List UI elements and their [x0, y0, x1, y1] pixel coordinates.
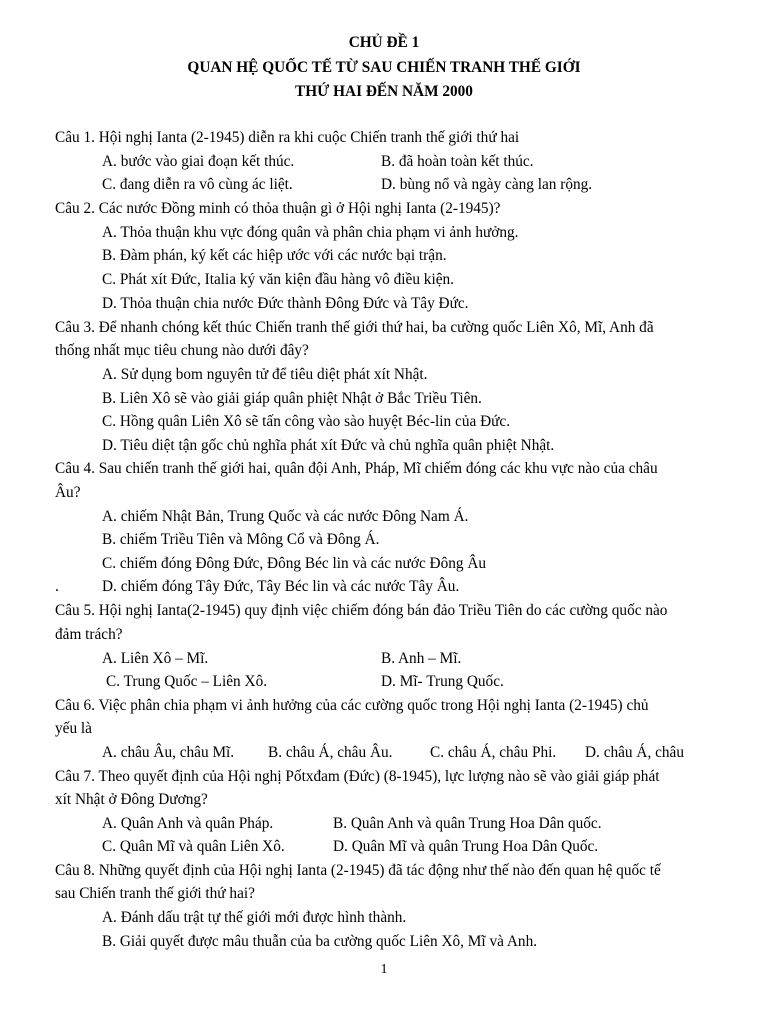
question-4-stem-line-2: Âu? — [55, 484, 81, 501]
question-1-option-b: B. đã hoàn toàn kết thúc. — [381, 153, 534, 170]
question-3-stem-line-1: Câu 3. Để nhanh chóng kết thúc Chiến tranh thế giới thứ hai, ba cường quốc Liên Xô, Mĩ, Anh đã — [55, 319, 654, 336]
question-3-option-a: A. Sử dụng bom nguyên tử để tiêu diệt phát xít Nhật. — [102, 366, 428, 383]
question-3-option-d: D. Tiêu diệt tận gốc chủ nghĩa phát xít Đức và chủ nghĩa quân phiệt Nhật. — [102, 437, 555, 454]
question-7-option-c: C. Quân Mĩ và quân Liên Xô. — [102, 838, 285, 855]
question-7-option-a: A. Quân Anh và quân Pháp. — [102, 815, 274, 832]
question-3-stem-line-2: thống nhất mục tiêu chung nào dưới đây? — [55, 342, 309, 359]
document-title: QUAN HỆ QUỐC TẾ TỪ SAU CHIẾN TRANH THẾ GIỚI — [187, 59, 581, 76]
question-6-stem-line-1: Câu 6. Việc phân chia phạm vi ảnh hưởng của các cường quốc trong Hội nghị Ianta (2-1945) chủ — [55, 697, 649, 714]
question-3-option-c: C. Hồng quân Liên Xô sẽ tấn công vào sào huyệt Béc-lin của Đức. — [102, 413, 511, 430]
question-2-option-c: C. Phát xít Đức, Italia ký văn kiện đầu hàng vô điều kiện. — [102, 271, 454, 288]
question-2-option-d: D. Thỏa thuận chia nước Đức thành Đông Đức và Tây Đức. — [102, 295, 469, 312]
question-8-option-b: B. Giải quyết được mâu thuẫn của ba cường quốc Liên Xô, Mĩ và Anh. — [102, 933, 538, 950]
question-1-option-a: A. bước vào giai đoạn kết thúc. — [102, 153, 295, 170]
question-6-option-b: B. châu Á, châu Âu. — [268, 744, 393, 761]
question-5-stem-line-1: Câu 5. Hội nghị Ianta(2-1945) quy định việc chiếm đóng bán đảo Triều Tiên do các cường quốc nào — [55, 602, 668, 619]
question-1-option-c: C. đang diễn ra vô cùng ác liệt. — [102, 176, 293, 193]
stray-period: . — [55, 578, 59, 595]
question-6-option-c: C. châu Á, châu Phi. — [430, 744, 557, 761]
question-5-option-b: B. Anh – Mĩ. — [381, 650, 462, 667]
question-2-stem: Câu 2. Các nước Đồng minh có thỏa thuận gì ở Hội nghị Ianta (2-1945)? — [55, 200, 501, 217]
topic-label: CHỦ ĐỀ 1 — [348, 34, 420, 51]
question-5-option-d: D. Mĩ- Trung Quốc. — [381, 673, 504, 690]
question-6-stem-line-2: yếu là — [55, 720, 92, 737]
question-7-stem-line-1: Câu 7. Theo quyết định của Hội nghị Pốtxđam (Đức) (8-1945), lực lượng nào sẽ vào giải giáp phát — [55, 768, 660, 785]
question-4-option-d: D. chiếm đóng Tây Đức, Tây Béc lin và các nước Tây Âu. — [102, 578, 460, 595]
question-4-option-b: B. chiếm Triều Tiên và Mông Cổ và Đông Á. — [102, 531, 380, 548]
question-6-option-d: D. châu Á, châu — [585, 744, 684, 761]
question-7-stem-line-2: xít Nhật ở Đông Dương? — [55, 791, 208, 808]
question-3-option-b: B. Liên Xô sẽ vào giải giáp quân phiệt Nhật ở Bắc Triều Tiên. — [102, 390, 482, 407]
question-1-stem: Câu 1. Hội nghị Ianta (2-1945) diễn ra khi cuộc Chiến tranh thế giới thứ hai — [55, 129, 520, 146]
question-8-option-a: A. Đánh dấu trật tự thế giới mới được hình thành. — [102, 909, 407, 926]
question-4-stem-line-1: Câu 4. Sau chiến tranh thế giới hai, quân đội Anh, Pháp, Mĩ chiếm đóng các khu vực nào của châu — [55, 460, 658, 477]
question-5-option-a: A. Liên Xô – Mĩ. — [102, 650, 209, 667]
question-4-option-a: A. chiếm Nhật Bản, Trung Quốc và các nước Đông Nam Á. — [102, 508, 469, 525]
question-8-stem-line-2: sau Chiến tranh thế giới thứ hai? — [55, 885, 255, 902]
question-4-option-c: C. chiếm đóng Đông Đức, Đông Béc lin và các nước Đông Âu — [102, 555, 487, 572]
question-5-option-c: C. Trung Quốc – Liên Xô. — [106, 673, 268, 690]
question-6-option-a: A. châu Âu, châu Mĩ. — [102, 744, 235, 761]
document-subtitle: THỨ HAI ĐẾN NĂM 2000 — [295, 83, 473, 100]
question-5-stem-line-2: đảm trách? — [55, 626, 123, 643]
question-1-option-d: D. bùng nổ và ngày càng lan rộng. — [381, 176, 593, 193]
question-8-stem-line-1: Câu 8. Những quyết định của Hội nghị Ianta (2-1945) đã tác động như thế nào đến quan hệ quốc tế — [55, 862, 661, 879]
question-7-option-b: B. Quân Anh và quân Trung Hoa Dân quốc. — [333, 815, 602, 832]
question-2-option-b: B. Đàm phán, ký kết các hiệp ước với các nước bại trận. — [102, 247, 447, 264]
page-number: 1 — [380, 962, 388, 977]
question-2-option-a: A. Thỏa thuận khu vực đóng quân và phân chia phạm vi ảnh hưởng. — [102, 224, 519, 241]
question-7-option-d: D. Quân Mĩ và quân Trung Hoa Dân Quốc. — [333, 838, 599, 855]
